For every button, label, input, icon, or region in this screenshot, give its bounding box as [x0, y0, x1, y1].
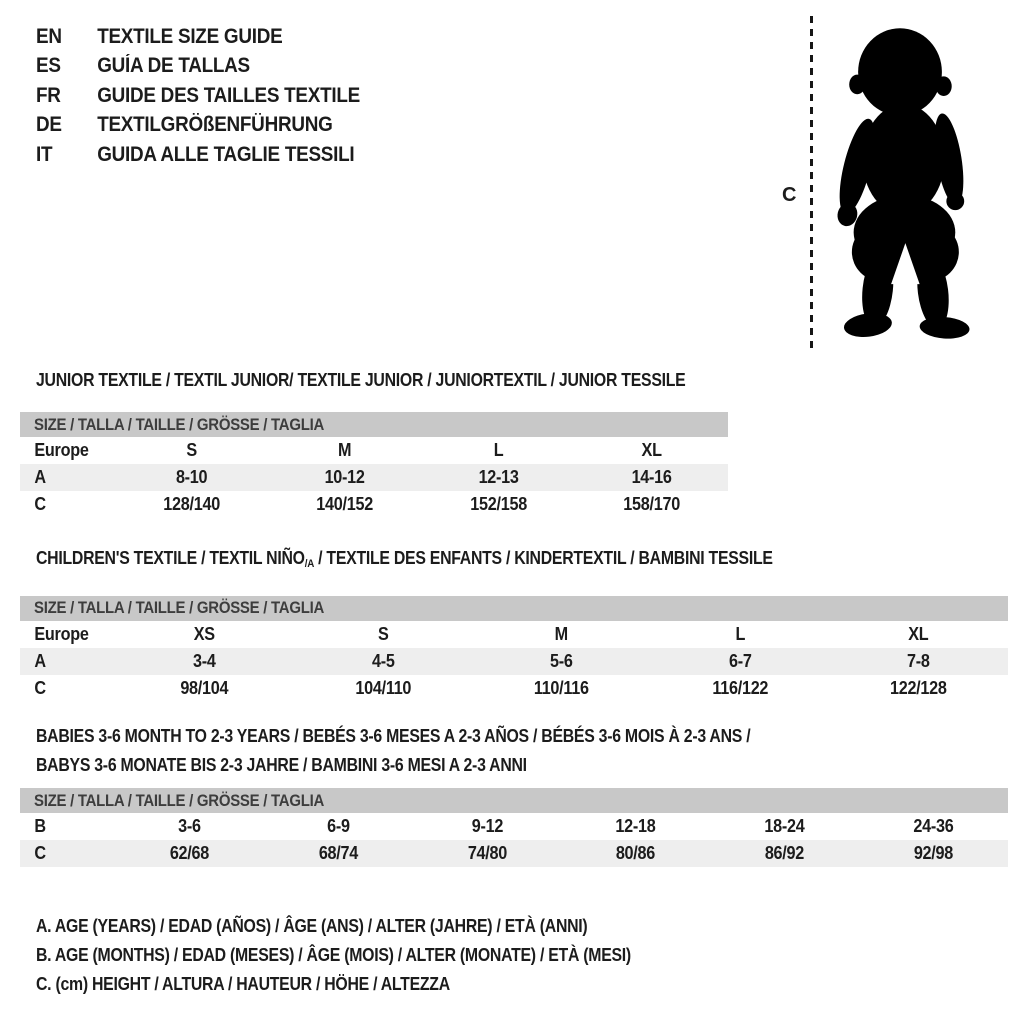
- size-header-text: SIZE / TALLA / TAILLE / GRÖSSE / TAGLIA: [34, 790, 325, 810]
- footnote-height-cm: C. (cm) HEIGHT / ALTURA / HAUTEUR / HÖHE / ALTEZZA: [36, 974, 450, 994]
- language-row: [36, 22, 360, 52]
- language-code: EN: [36, 24, 62, 48]
- language-code: FR: [36, 83, 61, 107]
- table-title-line: BABIES 3-6 MONTH TO 2-3 YEARS / BEBÉS 3-6 MESES A 2-3 AÑOS / BÉBÉS 3-6 MOIS À 2-3 ANS /: [36, 726, 751, 746]
- size-cell: 4-5: [371, 650, 395, 671]
- children-table-title: [36, 544, 1008, 579]
- row-label: C: [34, 843, 46, 863]
- language-label: TEXTILE SIZE GUIDE: [97, 24, 283, 48]
- row-label: B: [34, 816, 46, 836]
- size-cell: XL: [908, 623, 929, 644]
- size-cell: 122/128: [890, 677, 948, 698]
- subscript-text: /A: [304, 557, 315, 570]
- table-row: [20, 464, 728, 491]
- table-row: [20, 437, 728, 464]
- language-row: [36, 140, 360, 170]
- language-label: GUIDA ALLE TAGLIE TESSILI: [97, 142, 355, 166]
- language-label: TEXTILGRÖßENFÜHRUNG: [97, 113, 333, 137]
- row-label: A: [34, 467, 46, 487]
- size-cell: 7-8: [907, 650, 930, 671]
- size-cell: 6-9: [326, 816, 350, 836]
- size-header-band: [20, 412, 728, 437]
- table-row: [20, 813, 1008, 840]
- size-cell: 92/98: [913, 843, 954, 863]
- table-row: [20, 648, 1008, 675]
- children-table-rows: [20, 621, 1008, 702]
- table-row: [20, 621, 1008, 648]
- size-cell: 18-24: [764, 816, 805, 836]
- footnote-age-years: A. AGE (YEARS) / EDAD (AÑOS) / ÂGE (ANS) / ALTER (JAHRE) / ETÀ (ANNI): [36, 916, 588, 936]
- size-cell: 12-18: [615, 816, 656, 836]
- babies-table-rows: [20, 813, 1008, 867]
- junior-textile-section: [20, 366, 728, 518]
- language-label: GUÍA DE TALLAS: [97, 54, 250, 78]
- language-row: [36, 111, 360, 141]
- table-title-line: CHILDREN'S TEXTILE / TEXTIL $NIÑO_{/A}$ / TEXTILE DES ENFANTS / KINDERTEXTIL / BAMBINI TESSILE: [36, 548, 773, 570]
- footnotes: [36, 912, 712, 999]
- size-cell: L: [493, 440, 503, 460]
- size-cell: 152/158: [469, 494, 527, 514]
- language-code: DE: [36, 113, 62, 137]
- size-cell: 3-6: [178, 816, 201, 836]
- language-list: [36, 22, 396, 170]
- size-cell: 68/74: [318, 843, 358, 863]
- children-textile-section: [20, 544, 1008, 702]
- size-header-band: [20, 596, 1008, 621]
- language-code: ES: [36, 54, 61, 78]
- size-cell: 128/140: [163, 494, 220, 514]
- size-header-band: [20, 788, 1008, 813]
- size-cell: 14-16: [631, 467, 672, 487]
- size-cell: 140/152: [316, 494, 374, 514]
- junior-table-rows: [20, 437, 728, 518]
- height-dashed-line: [810, 16, 813, 354]
- size-cell: 86/92: [765, 843, 805, 863]
- language-label: GUIDE DES TAILLES TEXTILE: [97, 83, 360, 107]
- size-cell: 62/68: [169, 843, 210, 863]
- size-cell: 74/80: [467, 843, 507, 863]
- size-cell: M: [554, 623, 569, 644]
- table-row: [20, 491, 728, 518]
- language-row: [36, 81, 360, 111]
- size-cell: 9-12: [471, 816, 503, 836]
- size-cell: 12-13: [478, 467, 519, 487]
- size-cell: XL: [641, 440, 662, 460]
- size-cell: 110/116: [534, 677, 589, 698]
- size-cell: 116/122: [712, 677, 768, 698]
- size-cell: 5-6: [550, 650, 573, 671]
- footnote-age-months: B. AGE (MONTHS) / EDAD (MESES) / ÂGE (MOIS) / ALTER (MONATE) / ETÀ (MESI): [36, 945, 631, 965]
- babies-textile-section: [20, 722, 1008, 867]
- size-cell: S: [377, 623, 389, 644]
- table-row: [20, 840, 1008, 867]
- row-label: Europe: [34, 440, 89, 460]
- table-title-line: JUNIOR TEXTILE / TEXTIL JUNIOR/ TEXTILE JUNIOR / JUNIORTEXTIL / JUNIOR TESSILE: [36, 370, 686, 390]
- junior-table-title: [36, 366, 728, 395]
- size-cell: 3-4: [192, 650, 216, 671]
- babies-table-title: [36, 722, 1008, 780]
- table-row: [20, 675, 1008, 702]
- size-cell: 24-36: [913, 816, 954, 836]
- size-cell: M: [338, 440, 352, 460]
- size-cell: 158/170: [623, 494, 680, 514]
- row-label: C: [34, 677, 46, 698]
- size-header-text: SIZE / TALLA / TAILLE / GRÖSSE / TAGLIA: [34, 598, 325, 618]
- size-cell: 104/110: [354, 677, 411, 698]
- size-cell: XS: [193, 623, 215, 644]
- size-cell: 8-10: [175, 467, 208, 487]
- language-row: [36, 52, 360, 82]
- size-cell: 6-7: [728, 650, 752, 671]
- size-cell: S: [186, 440, 197, 460]
- row-label: Europe: [34, 623, 89, 644]
- table-title-line: BABYS 3-6 MONATE BIS 2-3 JAHRE / BAMBINI 3-6 MESI A 2-3 ANNI: [36, 755, 527, 775]
- size-header-text: SIZE / TALLA / TAILLE / GRÖSSE / TAGLIA: [34, 414, 325, 434]
- language-code: IT: [36, 142, 53, 166]
- size-cell: L: [735, 623, 745, 644]
- height-measure-label: C: [782, 184, 797, 206]
- size-cell: 98/104: [180, 677, 229, 698]
- size-cell: 80/86: [616, 843, 656, 863]
- row-label: A: [34, 650, 46, 671]
- row-label: C: [34, 494, 46, 514]
- size-cell: 10-12: [324, 467, 365, 487]
- toddler-silhouette-icon: [818, 10, 974, 355]
